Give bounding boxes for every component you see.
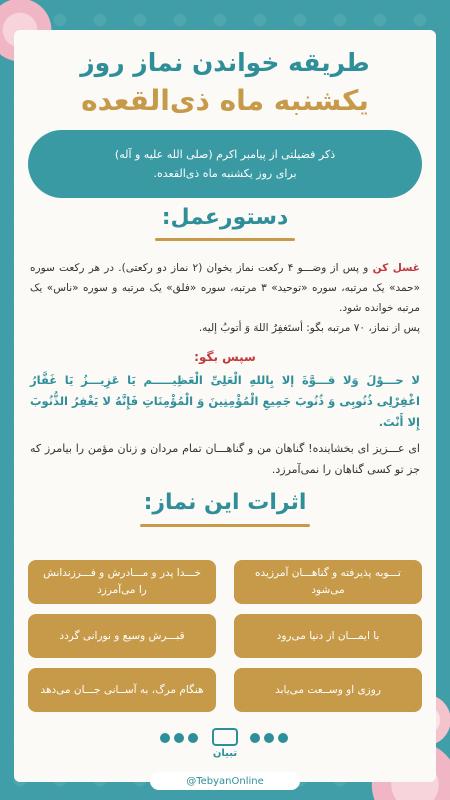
title-line-1: طریقه خواندن نماز روز [80,48,370,77]
effects-grid [28,560,422,712]
effect-box: با ایمـــان از دنیا می‌رود [234,614,422,658]
effect-box: قبـــرش وسیع و نورانی گردد [28,614,216,658]
ribbon-line-2: برای روز یکشنبه ماه ذی‌القعده. [153,167,297,180]
instruction-highlight: غسل کن [372,262,420,274]
heading-underline [155,238,295,241]
effect-box: تـــوبه پذیرفته و گناهـــان آمرزیده می‌شود [234,560,422,604]
dua-translation: ای عـــزیز ای بخشاینده! گناهان من و گناهـــان تمام مردان و زنان مؤمن را بیامرز که جز تو کسی گناهان را نمی‌آمرزد. [30,442,420,476]
intro-ribbon [28,130,422,198]
instruction-text: و پس از وضـــو ۴ رکعت نماز بخوان (۲ نماز دو رکعتی). در هر رکعت سوره «حمد» یک مرتبه، سوره «توحید» ۳ مرتبه، سوره «فلق» یک مرتبه و سوره «ناس» یک مرتبه خوانده شود. [30,262,420,314]
brand-name: تبیان [212,748,238,759]
effects-underline [140,524,310,527]
instructions-heading: دستورعمل: [161,205,289,230]
dua-text: لا حـــوْلَ وَلا قـــوَّةَ إلا بِاللهِ الْعَلِیِّ الْعَظِیـــــم یَا عَزِیـــزُ یَا غَفَّارُ اغْفِرْلِی ذُنُوبِی وَ ذُنُوبَ جَمِیعِ الْمُؤْمِنِینَ وَ الْمُؤْمِنَاتِ فَإِنَّهُ لا یَغْفِرُ الذُّنُوبَ إِلا أَنْتَ. [30,373,420,429]
ribbon-line-1: ذکر فضیلتی از پیامبر اکرم (صلی الله علیه و آله) [114,147,336,161]
social-handle[interactable]: @TebyanOnline [150,772,300,790]
effect-box: روزی او وســعت می‌یابد [234,668,422,712]
effects-heading: اثرات این نماز: [143,490,307,515]
effect-box: خـــدا پدر و مـــادرش و فـــرزندانش را می‌آمرزد [28,560,216,604]
saying-label: سپس بگو: [194,350,256,364]
tebyan-logo-icon [212,728,238,746]
footer-brand [150,728,300,762]
title-line-2: یکشنبه ماه ذی‌القعده [81,84,369,117]
instruction-paragraph [30,258,420,338]
instruction-after-text: پس از نماز، ۷۰ مرتبه بگو: أستَغفِرُ اللهَ وَ أتوبُ إلیه. [198,322,420,334]
effect-box: هنگام مرگ، به آســانی جـــان می‌دهد [28,668,216,712]
